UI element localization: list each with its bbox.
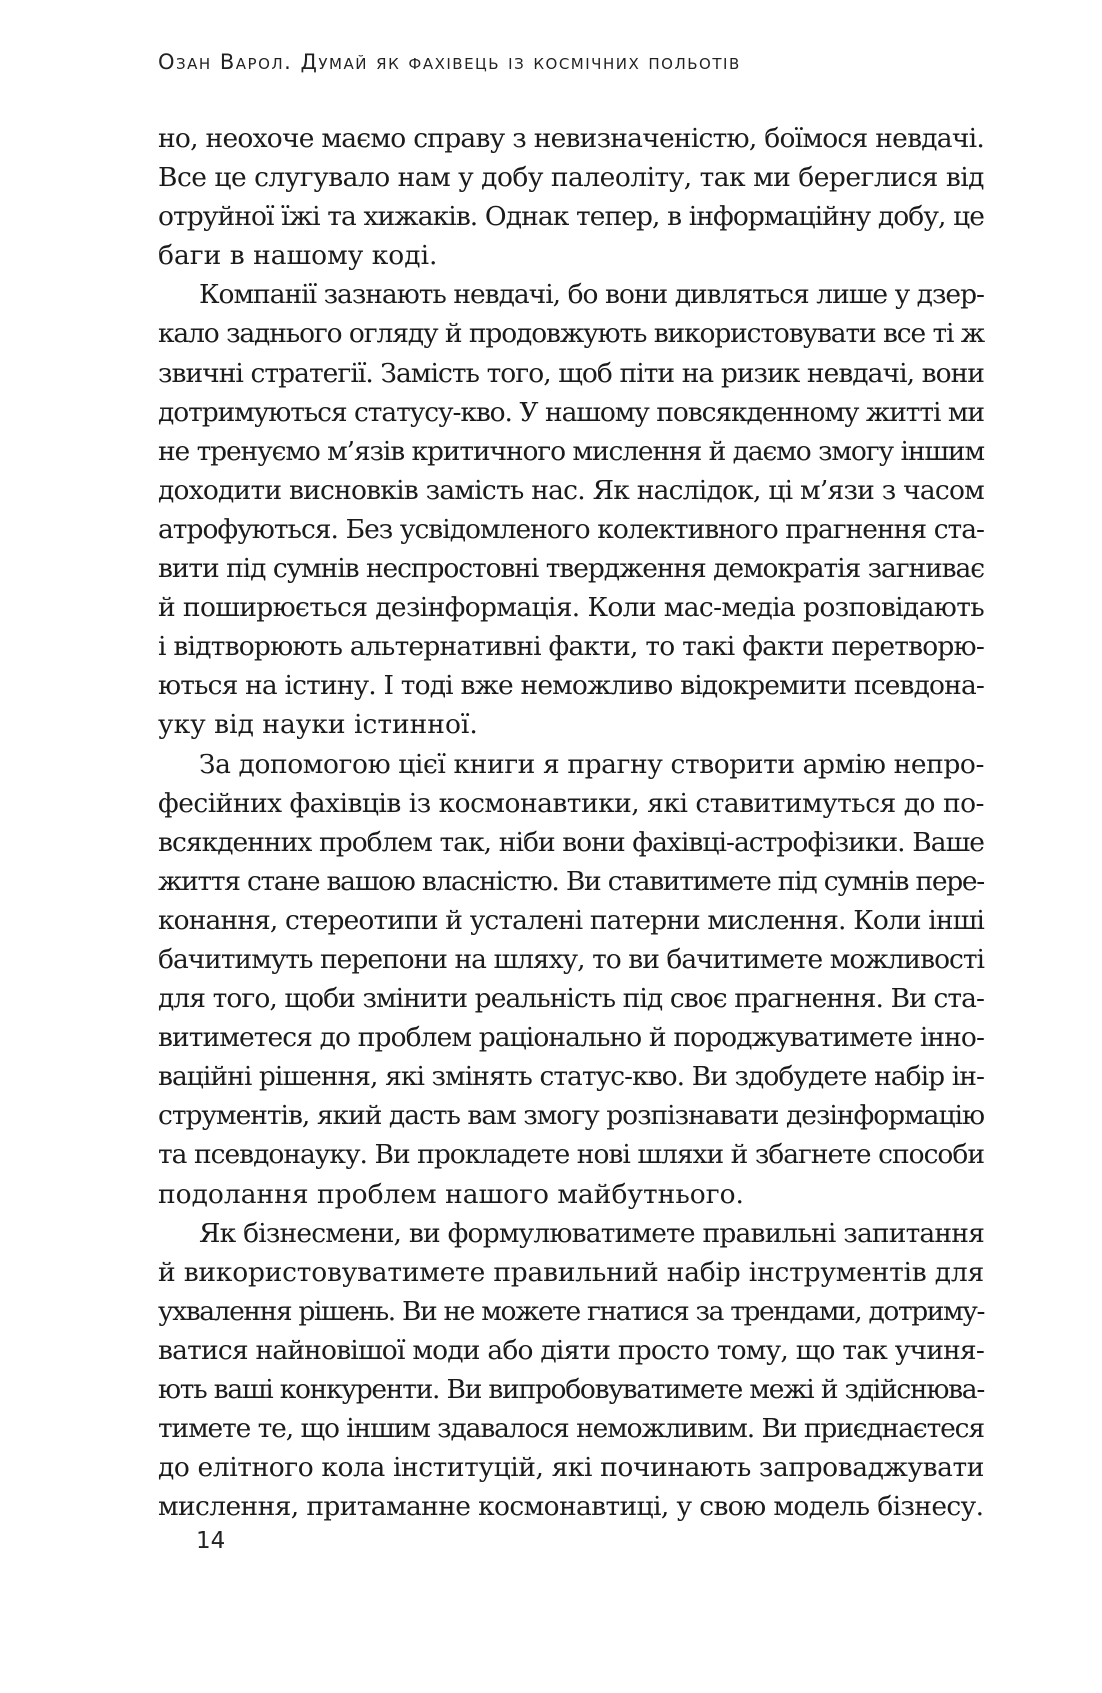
text-line: бачитимуть перепони на шляху, то ви бачитимете можливості (158, 943, 984, 975)
text-line: витиметеся до проблем раціонально й породжуватимете інно- (158, 1022, 984, 1054)
text-line: За допомогою цієї книги я прагну створити армію непро- (199, 748, 984, 780)
page-number: 14 (196, 1528, 226, 1554)
text-line: життя стане вашою власністю. Ви ставитимете під сумнів пере- (158, 865, 984, 897)
text-line: баги в нашому коді. (158, 240, 438, 272)
body-text (158, 119, 984, 1526)
text-line: фесійних фахівців із космонавтики, які ставитимуться до по- (158, 787, 984, 819)
text-line: та псевдонауку. Ви прокладете нові шляхи й збагнете способи (158, 1139, 984, 1171)
text-line: подолання проблем нашого майбутнього. (158, 1178, 744, 1210)
text-line: ватися найновішої моди або діяти просто тому, що так учиня- (158, 1334, 984, 1366)
text-line: струментів, який дасть вам змогу розпізнавати дезінформацію (158, 1100, 984, 1132)
text-line: ють ваші конкуренти. Ви випробовуватимете межі й здійснюва- (158, 1374, 984, 1405)
text-line: дотримуються статусу-кво. У нашому повсякденному житті ми (158, 396, 984, 428)
text-line: мислення, притаманне космонавтиці, у свою модель бізнесу. (158, 1491, 984, 1523)
text-line: кало заднього огляду й продовжують використовувати все ті ж (158, 318, 984, 350)
text-line: доходити висновків замість нас. Як наслідок, ці м’язи з часом (158, 474, 984, 506)
text-line: звичні стратегії. Замість того, щоб піти на ризик невдачі, вони (158, 357, 984, 389)
text-line: ваційні рішення, які змінять статус-кво. Ви здобудете набір ін- (158, 1061, 984, 1093)
text-line: всякденних проблем так, ніби вони фахівці-астрофізики. Ваше (158, 826, 984, 858)
text-line: ухвалення рішень. Ви не можете гнатися за трендами, дотриму- (158, 1295, 984, 1327)
text-line: Все це слугувало нам у добу палеоліту, так ми береглися від (158, 162, 984, 194)
text-line: уку від науки істинної. (158, 709, 478, 741)
text-line: і відтворюють альтернативні факти, то такі факти перетворю- (158, 631, 984, 663)
paragraph (158, 275, 984, 744)
text-line: атрофуються. Без усвідомленого колективного прагнення ста- (158, 513, 984, 545)
text-line: й поширюється дезінформація. Коли мас-медіа розповідають (158, 592, 984, 624)
text-line: й використовуватимете правильний набір інструментів для (158, 1256, 984, 1288)
text-line: конання, стереотипи й усталені патерни мислення. Коли інші (158, 904, 984, 936)
paragraph (158, 745, 984, 1214)
text-line: но, неохоче маємо справу з невизначеністю, боїмося невдачі. (158, 123, 984, 154)
text-line: не тренуємо м’язів критичного мислення й даємо змогу іншим (158, 435, 984, 467)
running-head: Озан Варол. Думай як фахівець із космічних польотів (158, 50, 741, 74)
text-line: для того, щоби змінити реальність під своє прагнення. Ви ста- (158, 983, 984, 1015)
text-line: до елітного кола інституцій, які починають запроваджувати (158, 1452, 984, 1484)
text-line: отруйної їжі та хижаків. Однак тепер, в інформаційну добу, це (158, 201, 984, 233)
text-line: Як бізнесмени, ви формулюватимете правильні запитання (199, 1217, 984, 1249)
text-line: тимете те, що іншим здавалося неможливим. Ви приєднаєтеся (158, 1413, 984, 1445)
text-line: вити під сумнів неспростовні твердження демократія загниває (158, 553, 984, 585)
text-line: ються на істину. І тоді вже неможливо відокремити псевдона- (158, 670, 984, 702)
paragraph (158, 119, 984, 275)
paragraph (158, 1214, 984, 1527)
text-line: Компанії зазнають невдачі, бо вони дивляться лише у дзер- (199, 279, 984, 311)
